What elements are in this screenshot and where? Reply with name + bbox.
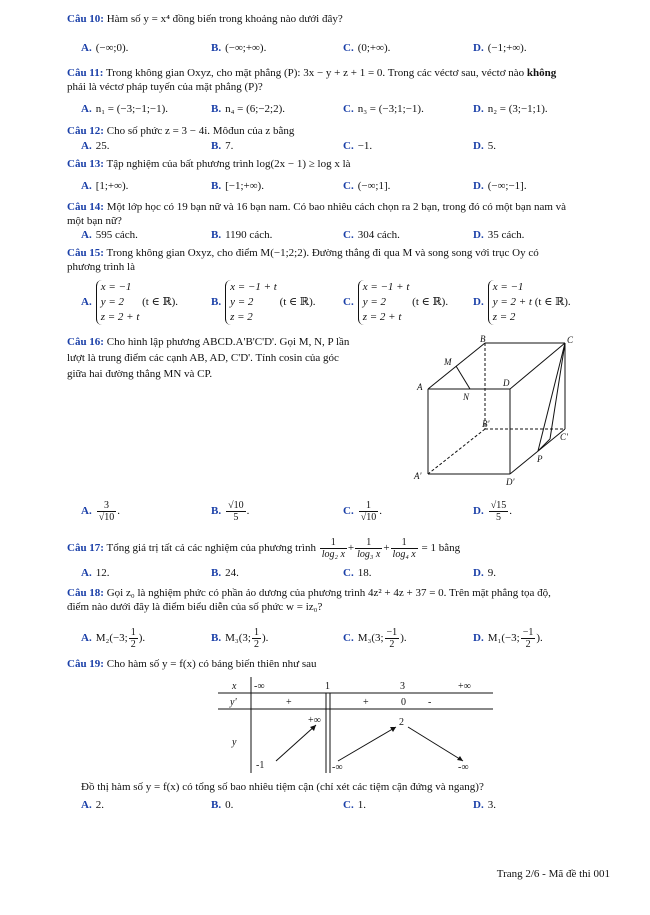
question-text-cont: phương trình là bbox=[67, 261, 135, 273]
option-d[interactable]: D. 3. bbox=[473, 799, 496, 811]
question-text-cont: Đồ thị hàm số y = f(x) có tổng số bao nhiêu tiệm cận (chỉ xét các tiệm cận đứng và ngang)? bbox=[81, 781, 484, 793]
question-text-cont: phải là véctơ pháp tuyến của mặt phẳng (P)? bbox=[67, 81, 263, 93]
equation-system: x = −1 + t y = 2 z = 2 + t bbox=[358, 280, 410, 325]
option-a[interactable]: A. 12. bbox=[81, 567, 110, 579]
option-b[interactable]: B. (−∞;+∞). bbox=[211, 42, 267, 54]
option-a[interactable]: A. $\frac{3}{√10}$ . bbox=[81, 499, 120, 523]
option-b[interactable]: B. n₄ = (6;−2;2). bbox=[211, 103, 286, 115]
option-c[interactable]: C. x = −1 + t y = 2 z = 2 + t (t ∈ ℝ). bbox=[343, 281, 449, 323]
question-text: Cho hình lập phương ABCD.A'B'C'D'. Gọi M, N, P lần bbox=[106, 336, 350, 348]
derivative-sign: + bbox=[363, 697, 369, 708]
option-d[interactable]: D. n₂ = (3;−1;1). bbox=[473, 103, 548, 115]
equation-system: x = −1 + t y = 2 z = 2 bbox=[225, 280, 277, 325]
question-text: Cho số phức z = 3 − 4i. Môđun của z bằng bbox=[106, 125, 295, 137]
vertex-label-a: A bbox=[417, 382, 423, 392]
page-footer: Trang 2/6 - Mã đề thi 001 bbox=[496, 868, 610, 880]
x-value: +∞ bbox=[458, 681, 471, 692]
y-value: -∞ bbox=[332, 762, 343, 773]
table-header-yprime: y' bbox=[230, 697, 237, 708]
option-a[interactable]: A. (−∞;0). bbox=[81, 42, 129, 54]
equation-system: x = −1 y = 2 + t z = 2 bbox=[488, 280, 532, 325]
variation-table bbox=[218, 677, 493, 773]
cube-figure bbox=[410, 334, 585, 494]
option-c[interactable]: C. (−∞;1]. bbox=[343, 180, 391, 192]
options-row bbox=[81, 565, 621, 581]
question-label: Câu 13: bbox=[67, 158, 104, 170]
option-c[interactable]: C. −1. bbox=[343, 140, 373, 152]
option-d[interactable]: D. 9. bbox=[473, 567, 496, 579]
options-row bbox=[81, 138, 621, 154]
question-label: Câu 18: bbox=[67, 587, 104, 599]
question-text: Gọi z₀ là nghiệm phức có phần ảo dương của phương trình 4z² + 4z + 37 = 0. Trên mặt phẳng tọa độ, bbox=[106, 587, 551, 599]
question-text: Tổng giá trị tất cả các nghiệm của phương trình bbox=[106, 542, 316, 554]
option-a[interactable]: A. [1;+∞). bbox=[81, 180, 129, 192]
derivative-sign: + bbox=[286, 697, 292, 708]
options-row bbox=[81, 227, 621, 243]
option-a[interactable]: A. 595 cách. bbox=[81, 229, 138, 241]
derivative-zero: 0 bbox=[401, 697, 406, 708]
equation-system: x = −1 y = 2 z = 2 + t bbox=[96, 280, 140, 325]
vertex-label-a-prime: A' bbox=[414, 471, 422, 481]
options-row bbox=[81, 625, 621, 651]
y-value: 2 bbox=[399, 717, 404, 728]
option-b[interactable]: B. [−1;+∞). bbox=[211, 180, 264, 192]
question-11 bbox=[67, 66, 617, 94]
question-text-cont: điểm nào dưới đây là điểm biểu diễn của số phức w = iz₀? bbox=[67, 601, 323, 613]
question-text-cont: một bạn nữ? bbox=[67, 215, 122, 227]
x-value: 1 bbox=[325, 681, 330, 692]
question-label: Câu 17: bbox=[67, 542, 104, 554]
option-a[interactable]: A. 25. bbox=[81, 140, 110, 152]
option-c[interactable]: C. 18. bbox=[343, 567, 372, 579]
vertex-label-b: B bbox=[480, 334, 486, 344]
question-16 bbox=[67, 334, 397, 382]
question-text-cont: giữa hai đường thẳng MN và CP. bbox=[67, 368, 213, 380]
question-text: Trong không gian Oxyz, cho mặt phẳng (P): 3x − y + z + 1 = 0. Trong các véctơ sau, véctơ nào bbox=[105, 67, 527, 79]
options-row bbox=[81, 178, 621, 194]
question-18 bbox=[67, 586, 617, 614]
y-value: -∞ bbox=[458, 762, 469, 773]
options-row bbox=[81, 498, 621, 524]
option-c[interactable]: C. $\frac{1}{√10}$ . bbox=[343, 499, 382, 523]
options-row bbox=[81, 280, 621, 328]
question-text-tail: = 1 bằng bbox=[421, 542, 461, 554]
question-10 bbox=[67, 12, 617, 26]
question-label: Câu 14: bbox=[67, 201, 104, 213]
table-header-x: x bbox=[232, 681, 237, 692]
option-b[interactable]: B. 7. bbox=[211, 140, 234, 152]
question-17 bbox=[67, 535, 617, 561]
equation: $\frac{1}{\text{log₂ x}}$ + $\frac{1}{\text{log₃ x}}$ + $\frac{1}{\text{log₄ x}}$ bbox=[321, 536, 416, 560]
derivative-sign: - bbox=[428, 697, 432, 708]
x-value: -∞ bbox=[254, 681, 265, 692]
vertex-label-c: C bbox=[567, 335, 574, 345]
question-text: Cho hàm số y = f(x) có bảng biến thiên như sau bbox=[106, 658, 317, 670]
table-header-y: y bbox=[232, 737, 237, 748]
vertex-label-n: N bbox=[463, 392, 470, 402]
question-15 bbox=[67, 246, 617, 274]
question-text: Tập nghiệm của bất phương trình log(2x − 1) ≥ log x là bbox=[106, 158, 351, 170]
option-d[interactable]: D. (−∞;−1]. bbox=[473, 180, 527, 192]
options-row bbox=[81, 101, 621, 117]
options-row bbox=[81, 797, 621, 813]
question-label: Câu 15: bbox=[67, 247, 104, 259]
question-19-followup bbox=[81, 780, 631, 794]
vertex-label-d-prime: D' bbox=[506, 477, 515, 487]
question-emphasis: không bbox=[526, 67, 557, 79]
options-row bbox=[81, 40, 621, 56]
option-d[interactable]: D. (−1;+∞). bbox=[473, 42, 527, 54]
option-c[interactable]: C. M₃(3; $\frac{-1}{2}$ ). bbox=[343, 626, 407, 650]
vertex-label-b-prime: B' bbox=[482, 419, 490, 429]
y-value: -1 bbox=[256, 760, 265, 771]
y-value: +∞ bbox=[308, 715, 321, 726]
option-b[interactable]: B. 24. bbox=[211, 567, 239, 579]
question-text: Hàm số y = x⁴ đồng biến trong khoảng nào dưới đây? bbox=[106, 13, 343, 25]
option-b[interactable]: B. x = −1 + t y = 2 z = 2 (t ∈ ℝ). bbox=[211, 281, 316, 323]
question-text: Trong không gian Oxyz, cho điểm M(−1;2;2). Đường thẳng đi qua M và song song với trục Oy có bbox=[106, 247, 539, 259]
question-text-cont: lượt là trung điểm các cạnh AB, AD, C'D'. Tính cosin của góc bbox=[67, 352, 339, 364]
option-a[interactable]: A. 2. bbox=[81, 799, 104, 811]
question-label: Câu 16: bbox=[67, 336, 104, 348]
option-d[interactable]: D. M₁(−3; $\frac{-1}{2}$ ). bbox=[473, 626, 543, 650]
option-d[interactable]: D. $\frac{√15}{5}$ . bbox=[473, 499, 512, 523]
option-c[interactable]: C. n₃ = (−3;1;−1). bbox=[343, 103, 424, 115]
option-b[interactable]: B. M₃(3; $\frac{1}{2}$ ). bbox=[211, 626, 269, 650]
question-13 bbox=[67, 157, 617, 171]
question-label: Câu 19: bbox=[67, 658, 104, 670]
question-text: Một lớp học có 19 bạn nữ và 16 bạn nam. Có bao nhiêu cách chọn ra 2 bạn, trong đó có một bạn nam và bbox=[106, 201, 567, 213]
option-d[interactable]: D. x = −1 y = 2 + t z = 2 (t ∈ ℝ). bbox=[473, 281, 571, 323]
question-19 bbox=[67, 657, 617, 671]
option-a[interactable]: A. n₁ = (−3;−1;−1). bbox=[81, 103, 169, 115]
vertex-label-p: P bbox=[537, 454, 543, 464]
vertex-label-c-prime: C' bbox=[560, 432, 568, 442]
option-a[interactable]: A. x = −1 y = 2 z = 2 + t (t ∈ ℝ). bbox=[81, 281, 179, 323]
question-14 bbox=[67, 200, 617, 228]
option-c[interactable]: C. 304 cách. bbox=[343, 229, 400, 241]
option-a[interactable]: A. M₂(−3; $\frac{1}{2}$ ). bbox=[81, 626, 146, 650]
x-value: 3 bbox=[400, 681, 405, 692]
option-c[interactable]: C. (0;+∞). bbox=[343, 42, 391, 54]
question-label: Câu 10: bbox=[67, 13, 104, 25]
option-d[interactable]: D. 35 cách. bbox=[473, 229, 525, 241]
option-c[interactable]: C. 1. bbox=[343, 799, 366, 811]
question-label: Câu 11: bbox=[67, 67, 104, 79]
option-b[interactable]: B. 0. bbox=[211, 799, 234, 811]
vertex-label-m: M bbox=[444, 357, 452, 367]
vertex-label-d: D bbox=[503, 378, 510, 388]
arrow-head bbox=[457, 756, 463, 761]
question-label: Câu 12: bbox=[67, 125, 104, 137]
option-b[interactable]: B. $\frac{√10}{5}$ . bbox=[211, 499, 250, 523]
option-d[interactable]: D. 5. bbox=[473, 140, 496, 152]
option-b[interactable]: B. 1190 cách. bbox=[211, 229, 273, 241]
question-12 bbox=[67, 124, 617, 138]
